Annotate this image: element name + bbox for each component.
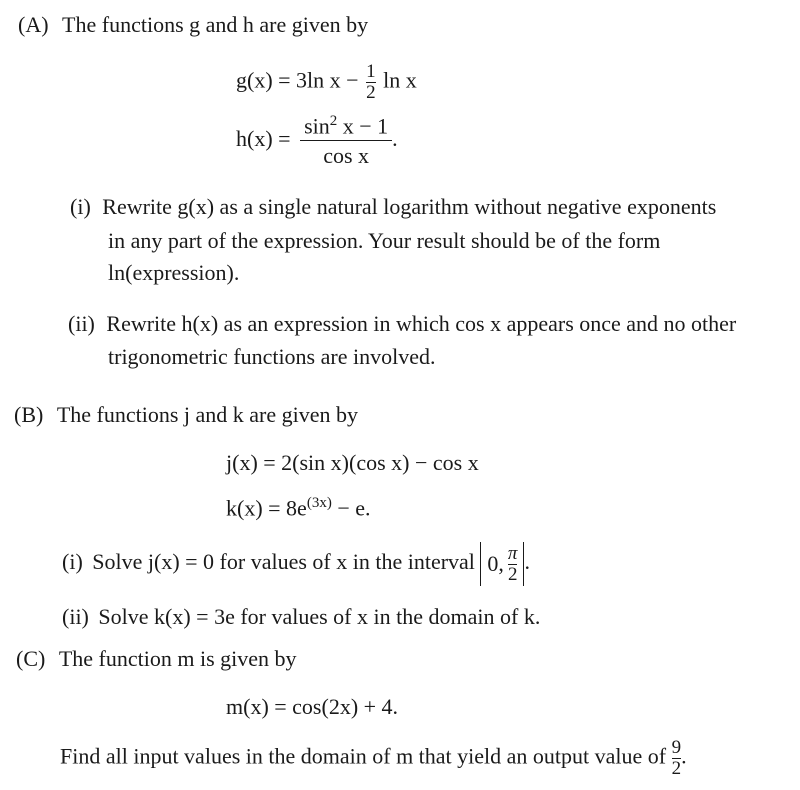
- part-a-ii-line2: trigonometric functions are involved.: [108, 344, 436, 369]
- interval-fraction: $\frac{\pi}{2}$: [507, 542, 518, 585]
- part-b-i-label: (i): [62, 549, 83, 575]
- part-c-intro: [16, 648, 297, 670]
- part-a-intro: [18, 14, 368, 36]
- h-frac-denominator: cos x: [323, 143, 370, 169]
- h-num-fn: sin: [304, 113, 330, 139]
- g-frac-numerator: 1: [366, 61, 376, 82]
- h-lhs: h(x) =: [236, 125, 291, 151]
- g-tail: ln x: [383, 67, 417, 93]
- equation-m: m(x) = cos(2x) + 4.: [226, 694, 399, 719]
- k-exponent: (3x): [306, 495, 332, 511]
- part-a-i-label: (i): [70, 194, 91, 219]
- g-frac-denominator: 2: [366, 81, 376, 103]
- equation-k: [226, 496, 371, 519]
- part-a-ii-label: (ii): [68, 311, 95, 336]
- equation-g: [236, 62, 417, 103]
- part-b-i: (i) Solve j(x) = 0 for values of x in the interval 0, $\frac{\pi}{2}$ .: [62, 542, 530, 585]
- interval-start: 0,: [487, 551, 504, 576]
- equation-j: j(x) = 2(sin x)(cos x) − cos x: [226, 450, 479, 475]
- h-end: .: [392, 125, 398, 151]
- part-c-intro-text: The function m is given by: [58, 646, 297, 671]
- k-tail: − e.: [331, 495, 371, 521]
- part-a-i-line2: in any part of the expression. Your result should be of the form: [108, 228, 661, 253]
- part-c-label: (C): [16, 646, 46, 671]
- part-b-label: (B): [14, 402, 44, 427]
- h-fraction: [300, 114, 392, 168]
- g-fraction: [366, 62, 376, 103]
- part-b-ii: (ii) Solve k(x) = 3e for values of x in the domain of k.: [62, 604, 541, 629]
- h-num-rest: x − 1: [337, 113, 389, 139]
- h-num-exponent: 2: [329, 113, 338, 129]
- part-a-i-line3: ln(expression).: [108, 260, 240, 285]
- g-lhs: g(x) = 3ln x −: [236, 67, 359, 93]
- part-a-i-line1: (i) Rewrite g(x) as a single natural logarithm without negative exponents: [70, 194, 717, 219]
- k-lhs: k(x) = 8e: [226, 495, 307, 521]
- part-a-ii-line1: (ii) Rewrite h(x) as an expression in which cos x appears once and no other: [68, 311, 737, 336]
- equation-h: [236, 114, 398, 168]
- interval: [480, 542, 524, 586]
- part-b-intro: [14, 404, 358, 426]
- part-a-intro-text: The functions g and h are given by: [62, 12, 369, 37]
- output-value-fraction: $\frac{9}{2}$: [671, 737, 682, 779]
- part-a-label: (A): [18, 12, 49, 37]
- part-c-question: Find all input values in the domain of m that yield an output value of $\frac{9}{2}$ .: [60, 737, 687, 779]
- part-b-ii-label: (ii): [62, 604, 89, 629]
- part-b-intro-text: The functions j and k are given by: [56, 402, 359, 427]
